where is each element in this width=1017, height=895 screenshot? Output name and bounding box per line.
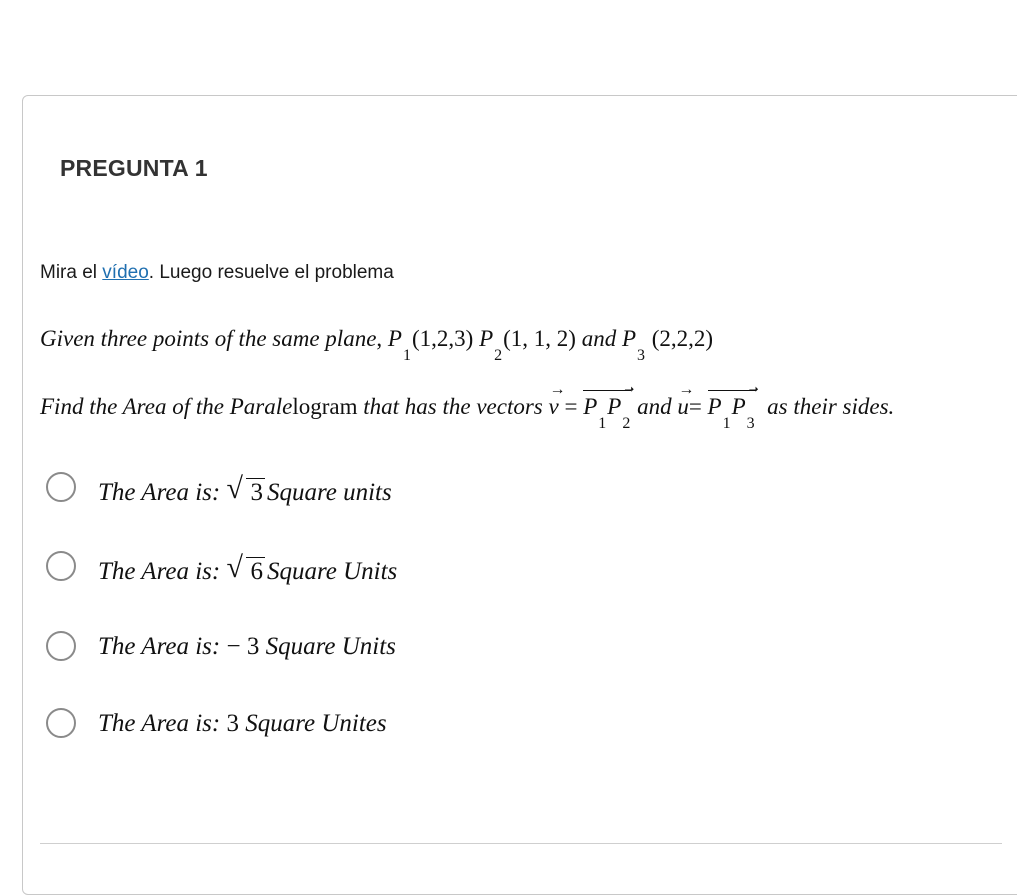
overline-arrow-icon: ➝ — [624, 382, 635, 396]
p1-subscript: 1 — [402, 347, 411, 364]
vector-arrow-icon: → — [678, 381, 695, 398]
option-text: The Area is: √ 3 Square units — [98, 472, 392, 506]
equals-sign: = — [564, 394, 578, 419]
question-intro — [40, 262, 394, 284]
question-title: PREGUNTA 1 — [60, 155, 208, 181]
given-points-line: Given three points of the same plane, $P_1(1,2,3)$ $P_2(1$, 1, 2) and $P_3$ (2,2,2) — [40, 326, 714, 364]
answer-option[interactable] — [44, 631, 644, 671]
radio-button[interactable] — [46, 631, 76, 661]
find-area-line — [40, 381, 895, 432]
radio-button[interactable] — [46, 472, 76, 502]
radical-icon: √ — [226, 551, 243, 584]
p3-label: P — [621, 326, 637, 351]
answer-option[interactable] — [44, 551, 644, 591]
radical-icon: √ — [226, 472, 243, 505]
p1-label: P — [387, 326, 402, 351]
vector-arrow-icon: → — [549, 381, 566, 398]
find-lead-rest-2: that has the vectors — [357, 394, 543, 419]
find-and: and — [637, 394, 672, 419]
option-text: The Area is: √ 6 Square Units — [98, 551, 398, 585]
equals-sign: = — [688, 394, 702, 419]
given-lead: Given three points of the same plane — [40, 326, 377, 351]
vector-u: → u — [677, 381, 695, 419]
radio-button[interactable] — [46, 551, 76, 581]
p3-coords: (2,2,2) — [651, 326, 714, 351]
divider — [40, 843, 1002, 844]
find-lead-rest-1: logram — [292, 394, 358, 419]
video-link[interactable]: vídeo — [102, 262, 149, 283]
p1-coords: (1,2,3) — [411, 326, 474, 351]
intro-prefix: Mira el — [40, 262, 98, 283]
find-lead: Find the Area of the Parale — [40, 394, 293, 419]
given-and: and — [581, 326, 617, 351]
answer-option[interactable] — [44, 472, 644, 512]
find-tail: as their sides. — [767, 394, 895, 419]
p2-coords: (1, 1, 2) — [503, 326, 576, 351]
vector-p1p3: ➝ $P_1P_3$ — [707, 382, 759, 432]
sqrt-expression: √ 6 — [226, 551, 263, 585]
option-text: The Area is: − 3 Square Units — [98, 633, 396, 660]
overline-arrow-icon: ➝ — [748, 382, 759, 396]
p2-label: P — [479, 326, 494, 351]
vector-p1p2: ➝ $P_1P_2$ — [583, 382, 635, 432]
radio-button[interactable] — [46, 708, 76, 738]
option-text: The Area is: 3 Square Unites — [98, 710, 387, 737]
vector-v: → v — [548, 381, 566, 419]
p2-subscript: 2 — [494, 347, 503, 364]
sqrt-expression: √ 3 — [226, 472, 263, 506]
answer-option[interactable] — [44, 708, 644, 748]
intro-suffix: . Luego resuelve el problema — [148, 262, 394, 283]
p3-subscript: 3 — [637, 347, 646, 364]
